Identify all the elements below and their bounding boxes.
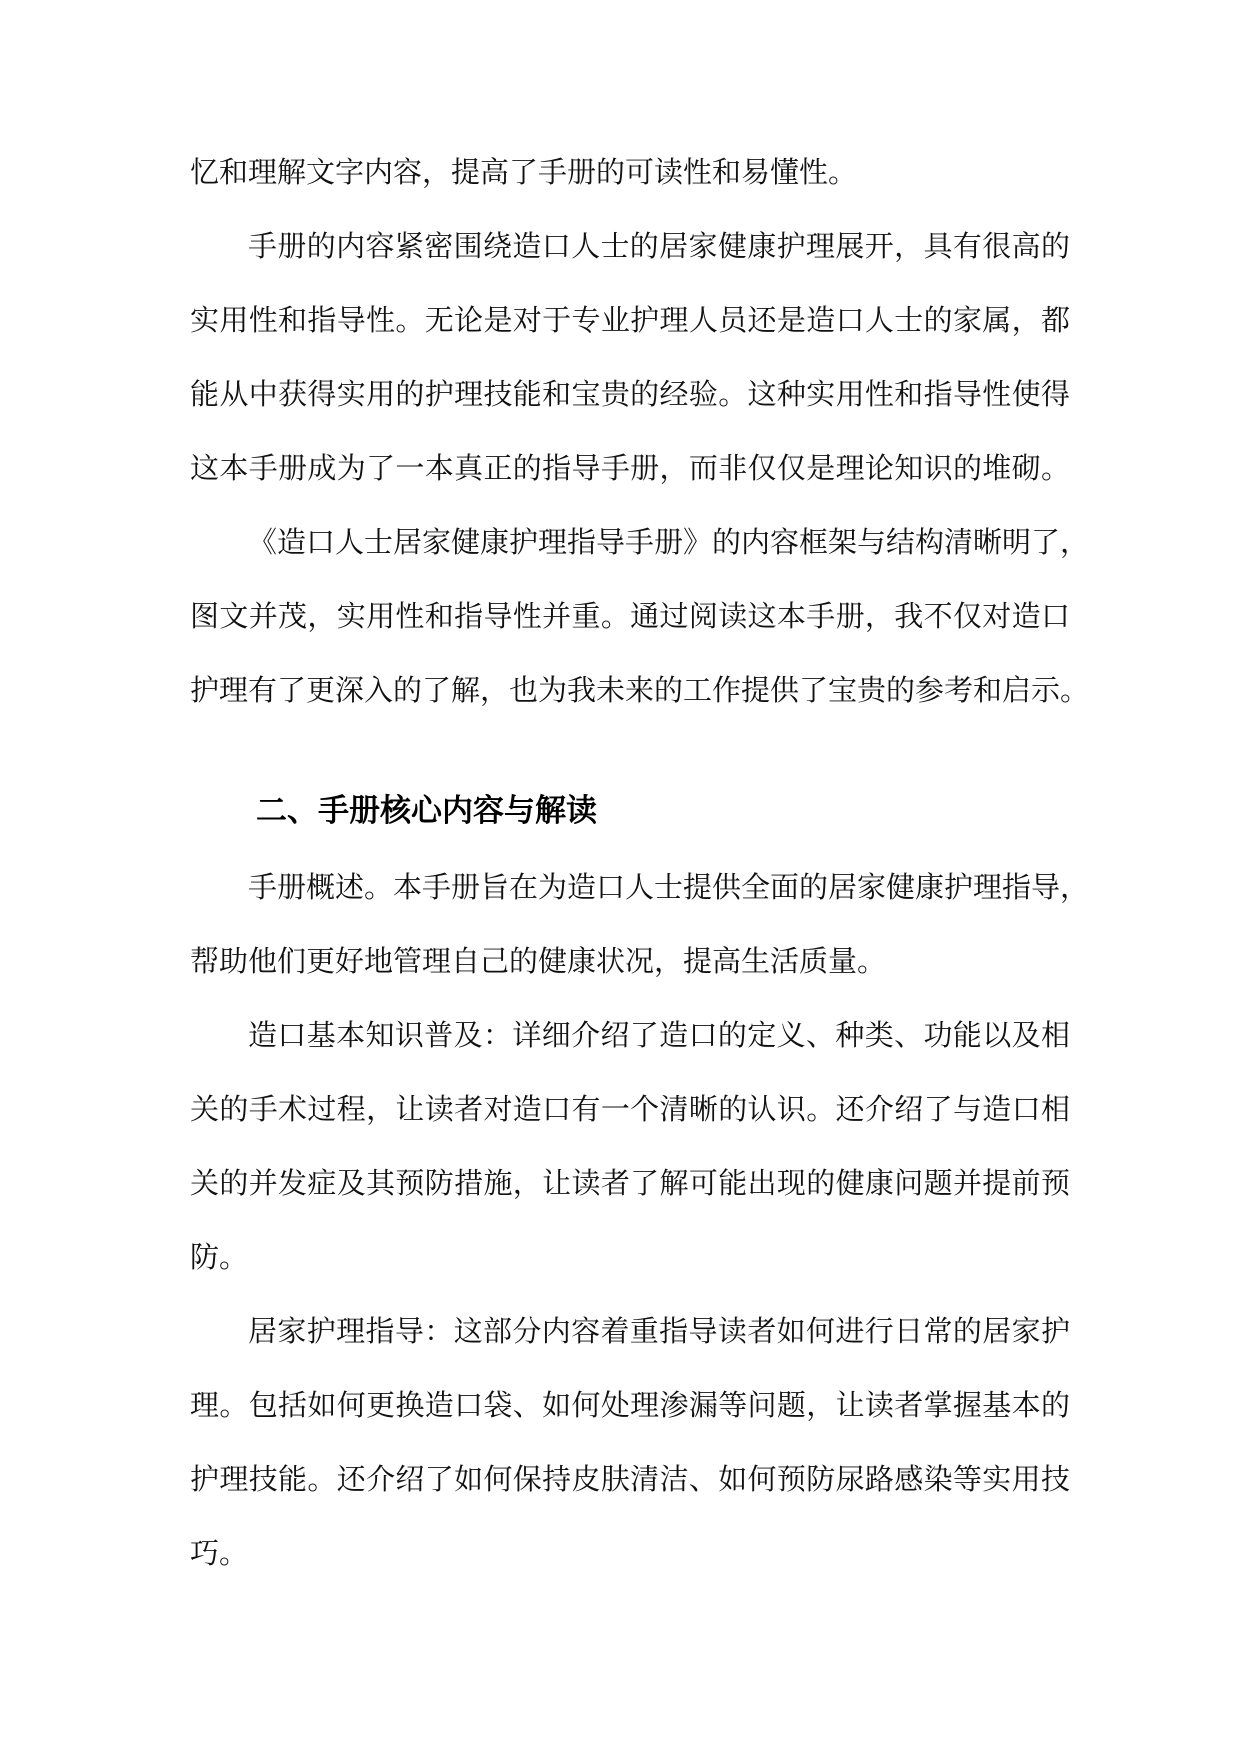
paragraph-line: 手册的内容紧密围绕造口人士的居家健康护理展开，具有很高的 xyxy=(248,229,1070,263)
paragraph-line: 忆和理解文字内容，提高了手册的可读性和易懂性。 xyxy=(190,155,858,189)
paragraph-line: 造口基本知识普及：详细介绍了造口的定义、种类、功能以及相 xyxy=(248,1018,1070,1052)
section-heading: 二、手册核心内容与解读 xyxy=(256,793,597,829)
paragraph-line: 图文并茂，实用性和指导性并重。通过阅读这本手册，我不仅对造口 xyxy=(190,599,1070,633)
paragraph-line: 理。包括如何更换造口袋、如何处理渗漏等问题，让读者掌握基本的 xyxy=(190,1388,1070,1422)
paragraph-line: 巧。 xyxy=(190,1536,249,1570)
paragraph-line: 居家护理指导：这部分内容着重指导读者如何进行日常的居家护 xyxy=(248,1314,1070,1348)
paragraph-line: 关的手术过程，让读者对造口有一个清晰的认识。还介绍了与造口相 xyxy=(190,1092,1070,1126)
paragraph-line: 手册概述。本手册旨在为造口人士提供全面的居家健康护理指导， xyxy=(248,870,1090,904)
paragraph-line: 这本手册成为了一本真正的指导手册，而非仅仅是理论知识的堆砌。 xyxy=(190,451,1070,485)
paragraph-line: 帮助他们更好地管理自己的健康状况，提高生活质量。 xyxy=(190,944,887,978)
paragraph-line: 护理技能。还介绍了如何保持皮肤清洁、如何预防尿路感染等实用技 xyxy=(190,1462,1070,1496)
paragraph-line: 《造口人士居家健康护理指导手册》的内容框架与结构清晰明了， xyxy=(248,525,1090,559)
paragraph-line: 能从中获得实用的护理技能和宝贵的经验。这种实用性和指导性使得 xyxy=(190,377,1070,411)
paragraph-line: 护理有了更深入的了解，也为我未来的工作提供了宝贵的参考和启示。 xyxy=(190,673,1090,707)
paragraph-line: 实用性和指导性。无论是对于专业护理人员还是造口人士的家属，都 xyxy=(190,303,1070,337)
paragraph-line: 防。 xyxy=(190,1240,249,1274)
paragraph-line: 关的并发症及其预防措施，让读者了解可能出现的健康问题并提前预 xyxy=(190,1166,1070,1200)
